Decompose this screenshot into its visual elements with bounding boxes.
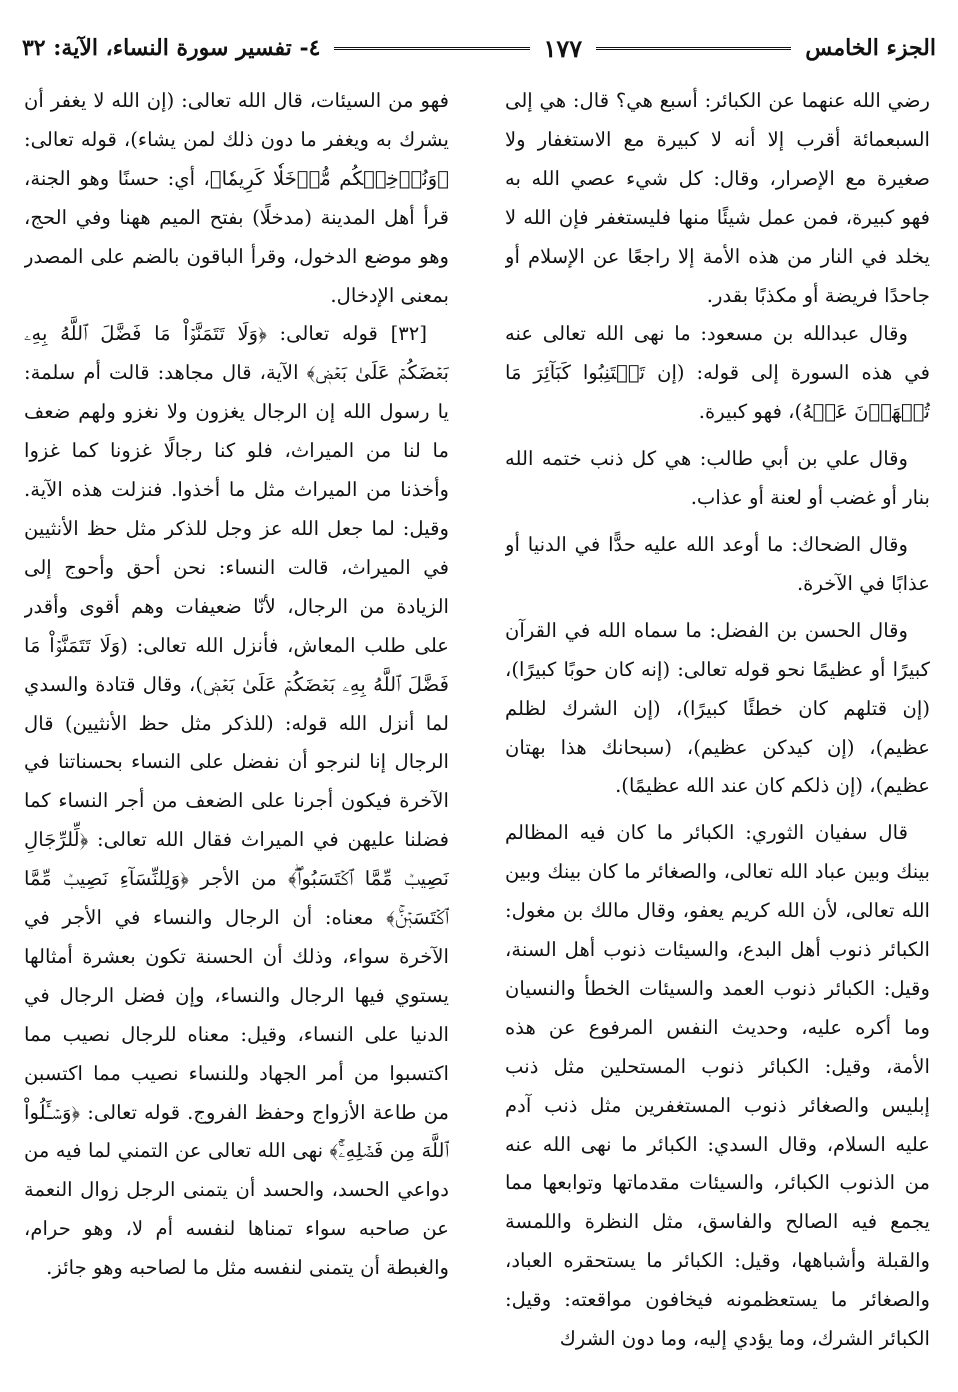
left-column [24, 82, 449, 1372]
paragraph: وقال الحسن بن الفضل: ما سماه الله في القرآن كبيرًا أو عظيمًا نحو قوله تعالى: (إنه كان حوبًا كبيرًا)، (إن قتلهم كان خطئًا كبيرًا)، (إن الشرك لظلم عظيم)، (إن كيدكن عظيم)، (سبحانك هذا بهتان عظيم)، (إن ذلكم كان عند الله عظيمًا). [505, 618, 930, 798]
chapter-title: ٤- تفسير سورة النساء، الآية: ٣٢ [21, 35, 321, 61]
paragraph: وقال علي بن أبي طالب: هي كل ذنب ختمه الله بنار أو غضب أو لعنة أو عذاب. [505, 447, 930, 510]
paragraph: [٣٢] قوله تعالى: ﴿وَلَا تَتَمَنَّوۡاْ مَا فَضَّلَ ٱللَّهُ بِهِۦ بَعۡضَكُمۡ عَلَىٰ بَعۡضٖ﴾ الآية، قال مجاهد: قالت أم سلمة: يا رسول الله إن الرجال يغزون ولا نغزو ولهم ضعف ما لنا من الميراث، فلو كنا رجالًا غزونا كما غزوا وأخذنا من الميراث مثل ما أخذوا. فنزلت هذه الآية. وقيل: لما جعل الله عز وجل للذكر مثل حظ الأنثيين في الميراث، قالت النساء: نحن أحق وأحوج إلى الزيادة من الرجال، لأنّا ضعيفات وهم أقوى وأقدر على طلب المعاش، فأنزل الله تعالى: (وَلَا تَتَمَنَّوۡاْ مَا فَضَّلَ ٱللَّهُ بِهِۦ بَعۡضَكُمۡ عَلَىٰ بَعۡضٖ)، وقال قتادة والسدي لما أنزل الله قوله: (للذكر مثل حظ الأنثيين) قال الرجال إنا لنرجو أن نفضل على النساء بحسناتنا في الآخرة فيكون أجرنا على الضعف من أجر النساء كما فضلنا عليهن في الميراث فقال الله تعالى: ﴿لِّلرِّجَالِ نَصِيبٞ مِّمَّا ٱكۡتَسَبُواْۖ﴾ من الأجر ﴿وَلِلنِّسَآءِ نَصِيبٞ مِّمَّا ٱكۡتَسَبۡنَۚ﴾ معناه: أن الرجال والنساء في الأجر في الآخرة سواء، وذلك أن الحسنة تكون بعشرة أمثالها يستوي فيها الرجال والنساء، وإن فضل الرجال في الدنيا على النساء، وقيل: معناه للرجال نصيب مما اكتسبوا من أمر الجهاد وللنساء نصيب مما اكتسبن من طاعة الأزواج وحفظ الفروج. قوله تعالى: ﴿وَسۡـَٔلُواْ ٱللَّهَ مِن فَضۡلِهِۦٓۚ﴾ نهى الله تعالى عن التمني لما فيه من دواعي الحسد، والحسد أن يتمنى الرجل زوال النعمة عن صاحبه سواء تمناها لنفسه أم لا، وهو حرام، والغبطة أن يتمنى لنفسه مثل ما لصاحبه وهو جائز. [24, 322, 449, 1280]
page-header [22, 28, 936, 68]
header-rule-right [596, 47, 791, 50]
paragraph: قال سفيان الثوري: الكبائر ما كان فيه المظالم بينك وبين عباد الله تعالى، والصغائر ما كان بينك وبين الله تعالى، لأن الله كريم يعفو، وقال مالك بن مغول: الكبائر ذنوب أهل البدع، والسيئات ذنوب أهل السنة، وقيل: الكبائر ذنوب العمد والسيئات الخطأ والنسيان وما أكره عليه، وحديث النفس المرفوع عن هذه الأمة، وقيل: الكبائر ذنوب المستحلين مثل ذنب إبليس والصغائر ذنوب المستغفرين مثل ذنب آدم عليه السلام، وقال السدي: الكبائر ما نهى الله عنه من الذنوب الكبائر، والسيئات مقدماتها وتوابعها مما يجمع فيه الصالح والفاسق، مثل النظرة واللمسة والقبلة وأشباهها، وقيل: الكبائر ما يستحقره العباد، والصغائر ما يستعظمونه فيخافون مواقعته: وقيل: الكبائر الشرك، وما يؤدي إليه، وما دون الشرك [505, 821, 930, 1351]
paragraph: رضي الله عنهما عن الكبائر: أسبع هي؟ قال: هي إلى السبعمائة أقرب إلا أنه لا كبيرة مع الاستغفار ولا صغيرة مع الإصرار، وقال: كل شيء عصي الله به فهو كبيرة، فمن عمل شيئًا منها فليستغفر فإن الله لا يخلد في النار من هذه الأمة إلا راجعًا عن الإسلام أو جاحدًا فريضة أو مكذبًا بقدر. [505, 89, 930, 307]
paragraph: فهو من السيئات، قال الله تعالى: (إن الله لا يغفر أن يشرك به ويغفر ما دون ذلك لمن يشاء)، قوله تعالى: ﴿وَنُدۡخِلۡكُم مُّدۡخَلٗا كَرِيمٗا﴾، أي: حسنًا وهو الجنة، قرأ أهل المدينة (مدخلًا) بفتح الميم ههنا وفي الحج، وهو موضع الدخول، وقرأ الباقون بالضم على المصدر بمعنى الإدخال. [24, 89, 449, 307]
part-title: الجزء الخامس [805, 35, 936, 61]
page-number: ١٧٧ [543, 33, 583, 63]
paragraph: وقال الضحاك: ما أوعد الله عليه حدًّا في الدنيا أو عذابًا في الآخرة. [505, 532, 930, 595]
header-rule-left [334, 47, 529, 50]
paragraph: وقال عبدالله بن مسعود: ما نهى الله تعالى عنه في هذه السورة إلى قوله: (إن تَجۡتَنِبُوا كَبَآئِرَ مَا تُنۡهَوۡنَ عَنۡهُ)، فهو كبيرة. [505, 322, 930, 424]
right-column [505, 82, 930, 1372]
